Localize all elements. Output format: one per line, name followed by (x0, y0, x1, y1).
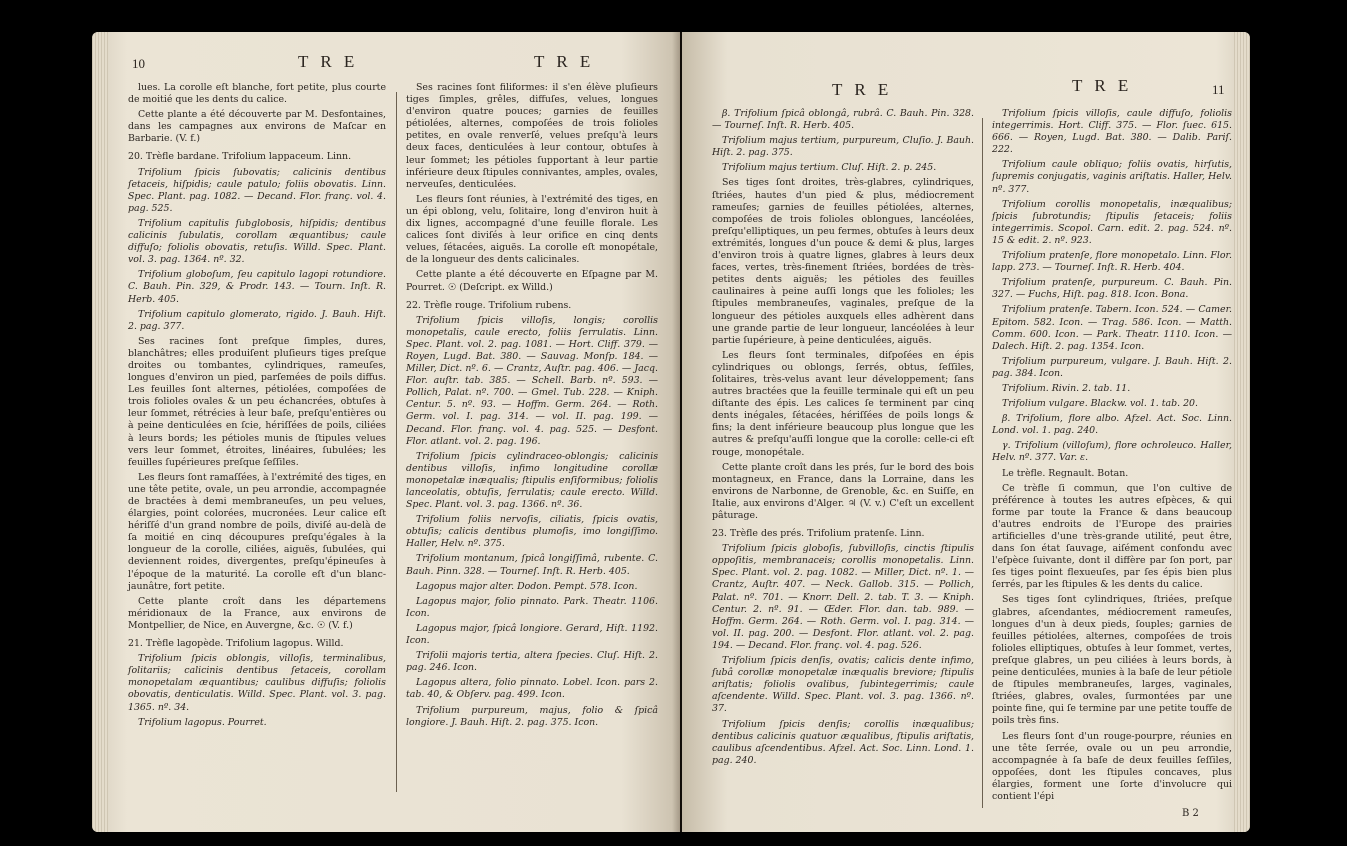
column-rule (396, 92, 397, 792)
paragraph: Ce trèfle ſi commun, que l'on cultive de préférence à toutes les autres eſpèces, & qui forme par toute la France & dans beaucoup d'autres endroits de l'Europe des prairies artificielles d'une très-grande utilité, peut être, dans ſon état ſauvage, aiſément confondu avec l'eſpèce ſuivante, dont il diffère par ſon port, par ſes tiges point flexueuſes, par ſes épis bien plus ſerrés, par les ſtipules & les dents du calice. (992, 482, 1232, 591)
paragraph: Trifolii majoris tertia, altera ſpecies. Cluſ. Hiſt. 2. pag. 246. Icon. (406, 650, 658, 674)
text-column-1 (128, 82, 386, 732)
species-heading: 23. Trèfle des prés. Trifolium pratenſe. Linn. (712, 528, 925, 540)
paragraph: Trifolium ſpicis cylindraceo-oblongis; calicinis dentibus villoſis, infimo longitudine corollæ monopetalæ inæqualis; ſtipulis enſiformibus; foliolis lanceolatis, obtuſis, ſerrulatis; caule erecto. Willd. Spec. Plant. vol. 3. pag. 1366. nº. 36. (406, 450, 658, 511)
paragraph: Trifolium ſpicis globoſis, ſubvilloſis, cinctis ſtipulis oppoſitis, membranaceis; corollis monopetalis. Linn. Spec. Plant. vol. 2. pag. 1082. — Miller, Dict. nº. 1. — Crantz, Auſtr. 407. — Neck. Gallob. 315. — Pollich, Palat. nº. 701. — Knorr. Dell. 2. tab. T. 3. — Kniph. Centur. 2. nº. 91. — Œder. Flor. dan. tab. 989. — Hoffm. Germ. 264. — Roth. Germ. vol. I. pag. 314. — vol. II. pag. 200. — Desfont. Flor. atlant. vol. 2. pag. 194. — Decand. Flor. franç. vol. 4. pag. 526. (712, 543, 974, 651)
paragraph: Trifolium majus tertium, purpureum, Cluſio. J. Bauh. Hiſt. 2. pag. 375. (712, 135, 974, 159)
page-edge (1234, 32, 1250, 832)
paragraph: Cette plante croît dans les prés, ſur le bord des bois montagneux, en France, dans la Lorraine, dans les environs de Narbonne, de Grenoble, &c. en Suiſſe, en Italie, aux environs d'Alger. ♃ (V. v.) C'eſt un excellent pâturage. (712, 461, 974, 521)
paragraph: Lagopus major, folio pinnato. Park. Theatr. 1106. Icon. (406, 595, 658, 619)
paragraph: Trifolium purpureum, majus, folio & ſpicâ longiore. J. Bauh. Hiſt. 2. pag. 375. Icon. (406, 704, 658, 728)
paragraph: Ses racines ſont filiformes: il s'en élève pluſieurs tiges ſimples, grêles, diffuſes, velues, longues d'environ quatre pouces; garnies de feuilles pétiolées, alternes, compoſées de trois folioles petites, en ovale renverſé, velues preſqu'à leurs deux faces, denticulées à leur contour, obtuſes à leur ſommet; les pétioles ſupportant à leur partie inférieure deux ſtipules connivantes, amples, ovales, nerveuſes, denticulées. (406, 82, 658, 190)
paragraph: Trifolium corollis monopetalis, inæqualibus; ſpicis ſubrotundis; ſtipulis ſetaceis; foliis integerrimis. Scopol. Carn. edit. 2. pag. 524. nº. 15 & edit. 2. nº. 923. (992, 198, 1232, 246)
signature-mark: B 2 (1182, 808, 1199, 819)
left-page (92, 32, 680, 832)
right-page (682, 32, 1250, 832)
text-column-1 (712, 108, 974, 770)
paragraph: Lagopus major, ſpicâ longiore. Gerard, Hiſt. 1192. Icon. (406, 622, 658, 647)
paragraph: Trifolium foliis nervoſis, ciliatis, ſpicis ovatis, obtuſis; calicis dentibus plumoſis, imo longiſſimo. Haller, Helv. nº. 375. (406, 514, 658, 550)
paragraph: Trifolium ſpicis denſis, ovatis; calicis dente infimo, ſubâ corollæ monopetalæ inæqualis breviore; ſtipulis ariſtatis; foliolis ovalibus, ſubintegerrimis; caule aſcendente. Willd. Spec. Plant. vol. 3. pag. 1366. nº. 37. (712, 655, 974, 715)
paragraph: Les fleurs ſont terminales, diſpoſées en épis cylindriques ou oblongs, ſerrés, obtus, ſeſſiles, ſolitaires, très-velus avant leur développement; ſans autres bractées que la feuille terminale qui eſt un peu diſtante des épis. Les calices ſe terminent par cinq dents inégales, ſétacées, hériſſées de poils longs & fins; la dent inférieure beaucoup plus longue que les autres & preſqu'auſſi longue que la corolle: celle-ci eſt rouge, monopétale. (712, 349, 974, 458)
paragraph: Trifolium pratenſe, purpureum. C. Bauh. Pin. 327. — Fuchs, Hiſt. pag. 818. Icon. Bona. (992, 277, 1232, 301)
running-header: T R E (1072, 76, 1133, 95)
paragraph: Lagopus major alter. Dodon. Pempt. 578. Icon. (416, 580, 638, 592)
species-heading: 20. Trèfle bardane. Trifolium lappaceum. Linn. (128, 151, 352, 163)
paragraph: Trifolium pratenſe. Tabern. Icon. 524. — Camer. Epitom. 582. Icon. — Trag. 586. Icon. — Matth. Comm. 600. Icon. — Park. Theatr. 1110. Icon. — Dalech. Hiſt. 2. pag. 1354. Icon. (992, 304, 1232, 352)
paragraph: Trifolium ſpicis ſubovatis; calicinis dentibus ſetaceis, hiſpidis; caule patulo; foliis obovatis. Linn. Spec. Plant. pag. 1082. — Decand. Flor. franç. vol. 4. pag. 525. (128, 166, 386, 214)
paragraph: Cette plante croît dans les départemens méridionaux de la France, aux environs de Montpellier, de Nice, en Auvergne, &c. ☉ (V. f.) (128, 595, 386, 631)
paragraph: Trifolium capitulo glomerato, rigido. J. Bauh. Hiſt. 2. pag. 377. (128, 308, 386, 332)
paragraph: γ. Trifolium (villoſum), flore ochroleuco. Haller, Helv. nº. 377. Var. ε. (992, 440, 1232, 464)
paragraph: Les fleurs ſont ramaſſées, à l'extrémité des tiges, en une tête petite, ovale, un peu arrondie, accompagnée de bractées à demi membraneuſes, un peu velues, élargies, point colorées, mucronées. Leur calice eſt hériſſé d'un grand nombre de poils, diviſé au-delà de ſa moitié en cinq découpures preſqu'égales à la longueur de la corolle, ciliées, aiguës, ſubulées, qui deviennent roides, divergentes, preſqu'épineuſes à l'époque de la maturité. La corolle eſt d'un blanc-jaunâtre, fort petite. (128, 471, 386, 592)
running-header: T R E (832, 80, 893, 99)
paragraph: Trifolium pratenſe, flore monopetalo. Linn. Flor. lapp. 273. — Tourneſ. Inſt. R. Herb. 404. (992, 250, 1232, 274)
paragraph: Cette plante a été découverte en Eſpagne par M. Pourret. ☉ (Deſcript. ex Willd.) (406, 269, 658, 293)
paragraph: Trifolium vulgare. Blackw. vol. 1. tab. 20. (1002, 398, 1198, 410)
paragraph: Le trèfle. Regnault. Botan. (1002, 467, 1129, 479)
paragraph: Ses tiges ſont droites, très-glabres, cylindriques, ſtriées, hautes d'un pied & plus, médiocrement rameuſes; garnies de feuilles pétiolées, alternes, compoſées de trois folioles oblongues, lancéolées, preſqu'elliptiques, un peu fermes, obtuſes à leurs deux extrémités, longues d'un pouce & demi & plus, larges d'environ trois à quatre lignes, glabres à leurs deux faces, vertes, très-finement ſtriées, bordées de très-petites dents aiguës; les pétioles des feuilles caulinaires à peine auſſi longs que les folioles; les ſtipules membraneuſes, vaginales, preſque de la longueur des pétioles auxquels elles adhèrent dans une grande partie de leur longueur, lancéolées à leur partie ſupérieure, à peine denticulées, aiguës. (712, 177, 974, 346)
paragraph: Trifolium globoſum, ſeu capitulo lagopi rotundiore. C. Bauh. Pin. 329, & Prodr. 143. — Tourn. Inſt. R. Herb. 405. (128, 269, 386, 305)
paragraph: Lagopus altera, folio pinnato. Lobel. Icon. pars 2. tab. 40, & Obſerv. pag. 499. Icon. (406, 677, 658, 701)
species-heading: 21. Trèfle lagopède. Trifolium lagopus. Willd. (128, 638, 344, 650)
paragraph: Trifolium ſpicis villoſis, longis; corollis monopetalis, caule erecto, foliis ſerrulatis. Linn. Spec. Plant. vol. 2. pag. 1081. — Hort. Cliff. 379. — Royen, Lugd. Bat. 380. — Sauvag. Monſp. 184. — Miller, Dict. nº. 6. — Crantz, Auſtr. pag. 406. — Jacq. Flor. auſtr. tab. 385. — Schell. Barb. nº. 593. — Pollich, Palat. nº. 700. — Gmel. Tub. 228. — Kniph. Centur. 5. nº. 93. — Hoffm. Germ. 264. — Roth. Germ. vol. I. pag. 314. — vol. II. pag. 199. — Decand. Flor. franç. vol. 4. pag. 525. — Desfont. Flor. atlant. vol. 2. pag. 196. (406, 314, 658, 447)
paragraph: Trifolium majus tertium. Cluſ. Hiſt. 2. p. 245. (722, 162, 937, 174)
paragraph: Cette plante a été découverte par M. Desfontaines, dans les campagnes aux environs de Maſcar en Barbarie. (V. f.) (128, 109, 386, 145)
paragraph: β. Trifolium, flore albo. Afzel. Act. Soc. Linn. Lond. vol. 1. pag. 240. (992, 413, 1232, 437)
paragraph: Trifolium lagopus. Pourret. (138, 716, 267, 728)
paragraph: Les fleurs ſont d'un rouge-pourpre, réunies en une tête ſerrée, ovale ou un peu arrondie, accompagnée à ſa baſe de deux feuilles ſeſſiles, oppoſées, dont les ſtipules concaves, plus élargies, forment une ſorte d'involucre qui contient l'épi (992, 730, 1232, 802)
open-book (92, 22, 1250, 832)
text-column-2 (406, 82, 658, 732)
paragraph: Trifolium ſpicis denſis; corollis inæqualibus; dentibus calicinis quatuor æqualibus, ſtipulis ariſtatis, caulibus aſcendentibus. Afzel. Act. Soc. Linn. Lond. 1. pag. 240. (712, 718, 974, 766)
page-number: 11 (1212, 82, 1225, 97)
page-edge (92, 32, 108, 832)
species-heading: 22. Trèfle rouge. Trifolium rubens. (406, 299, 572, 311)
paragraph: β. Trifolium ſpicâ oblongâ, rubrâ. C. Bauh. Pin. 328. — Tourneſ. Inſt. R. Herb. 405. (712, 108, 974, 132)
paragraph: Ses racines ſont preſque ſimples, dures, blanchâtres; elles produiſent pluſieurs tiges preſque droites ou tombantes, cylindriques, rameuſes, longues d'environ un pied, parſemées de poils diffus. Les feuilles ſont alternes, pétiolées, compoſées de trois folioles ovales & un peu échancrées, obtuſes à leur ſommet, rétrécies à leur baſe, preſqu'entières ou à peine denticulées en ſcie, hériſſées de poils, ciliées à leurs bords; les pétioles munis de ſtipules velues vers leur ſommet, étroites, linéaires, ſubulées; les feuilles ſupérieures preſque ſeſſiles. (128, 335, 386, 468)
paragraph: Trifolium. Rivin. 2. tab. 11. (1002, 382, 1131, 394)
paragraph: Trifolium montanum, ſpicâ longiſſimâ, rubente. C. Bauh. Pinn. 328. — Tourneſ. Inſt. R. Herb. 405. (406, 553, 658, 577)
paragraph: Trifolium capitulis ſubglobosis, hiſpidis; dentibus calicinis ſubulatis, corollam æquantibus; caule diffuſo; foliolis obovatis, retuſis. Willd. Spec. Plant. vol. 3. pag. 1364. nº. 32. (128, 217, 386, 266)
paragraph: Ses tiges ſont cylindriques, ſtriées, preſque glabres, aſcendantes, médiocrement rameuſes, longues d'un à deux pieds, ſouples; garnies de feuilles pétiolées, alternes, compoſées de trois folioles elliptiques, obtuſes à leur ſommet, vertes, preſque glabres, un peu ciliées à leurs bords, à peine denticulées, munies à la baſe de leur pétiole de ſtipules membraneuſes, larges, vaginales, ſtriées, glabres, ovales, ſurmontées par une pointe fine, qui ſe termine par une petite touffe de poils très fins. (992, 594, 1232, 727)
text-column-2 (992, 108, 1232, 806)
paragraph: lues. La corolle eſt blanche, fort petite, plus courte de moitié que les dents du calice. (128, 82, 386, 106)
paragraph: Les fleurs ſont réunies, à l'extrémité des tiges, en un épi oblong, velu, ſolitaire, long d'environ huit à dix lignes, accompagné d'une feuille florale. Les calices ſont diviſés à leur orifice en cinq dents velues, ſétacées, aiguës. La corolle eſt monopétale, de la longueur des dents calicinales. (406, 193, 658, 266)
running-header: T R E (534, 52, 595, 71)
page-number: 10 (132, 56, 145, 71)
paragraph: Trifolium ſpicis villoſis, caule diffuſo, foliolis integerrimis. Hort. Cliff. 375. — Flor. ſuec. 615. 666. — Royen, Lugd. Bat. 380. — Dalib. Pariſ. 222. (992, 108, 1232, 156)
running-header: T R E (298, 52, 359, 71)
paragraph: Trifolium caule obliquo; foliis ovatis, hirſutis, ſupremis conjugatis, vaginis ariſtatis. Haller, Helv. nº. 377. (992, 159, 1232, 195)
paragraph: Trifolium ſpicis oblongis, villoſis, terminalibus, ſolitariis; calicinis dentibus ſetaceis, corollam monopetalam æquantibus; caulibus diffuſis; foliolis obovatis, denticulatis. Willd. Spec. Plant. vol. 3. pag. 1365. nº. 34. (128, 653, 386, 713)
column-rule (982, 118, 983, 808)
paragraph: Trifolium purpureum, vulgare. J. Bauh. Hiſt. 2. pag. 384. Icon. (992, 355, 1232, 379)
